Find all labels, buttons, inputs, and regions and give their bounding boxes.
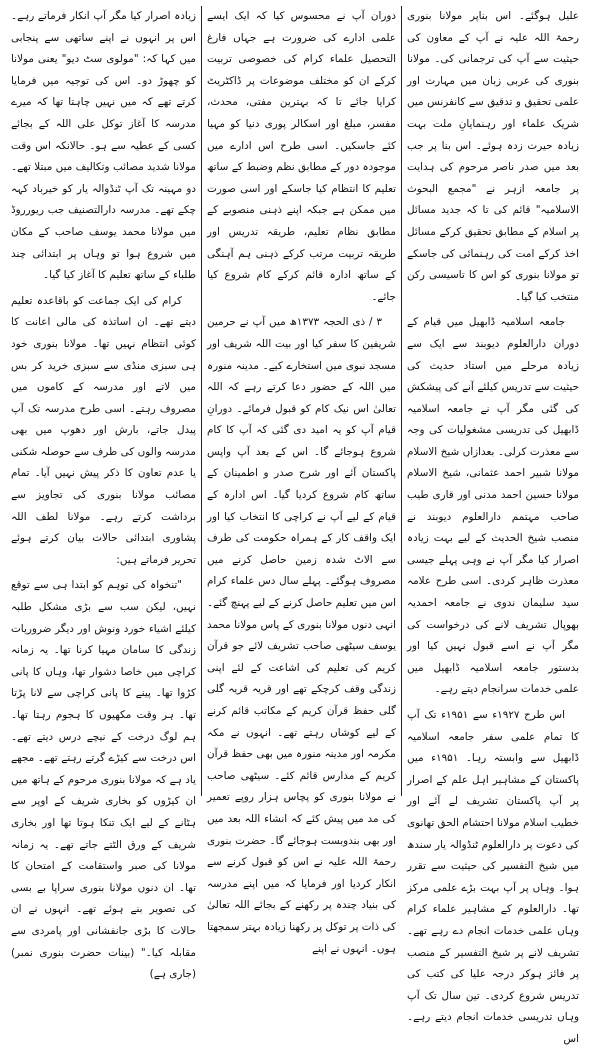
paragraph: "تنخواہ کی توہم کو ابتدا ہی سے توقع نہیں، لیکن سب سے بڑی مشکل طلبہ کیلئے اشیاء خورد ونوش اور دیگر ضروریات زندگی کا سامان مہیا کرنا تھا۔ یہ زمانہ کراچی میں خاصا دشوار تھا، وہاں کا پانی کڑوا تھا۔ پینے کا پانی کراچی سے لانا پڑتا تھا۔ ہر وقت مکھیوں کا ہجوم رہتا تھا۔ ہم لوگ درخت کے نیچے درس دیتے تھے۔ اس درخت سے کیڑے گرتے رہتے تھے۔ مجھے یاد ہے کہ مولانا بنوری مرحوم کے ہاتھ میں ان کیڑوں کو بخاری شریف کے اوپر سے ہٹانے کے لیے ایک تنکا ہوتا تھا اور بخاری شریف کے ورق الٹتے جاتے تھے۔ یہ زمانہ مولانا کی صبر واستقامت کے امتحان کا تھا۔ ان دنوں مولانا بنوری سراپا بے بسی کی تصویر بنے ہوئے تھے۔ انہوں نے ان حالات کا بڑی جانفشانی اور پامردی سے مقابلہ کیا۔" (بینات حضرت بنوری نمبر) (جاری ہے) [11,579,196,981]
paragraph: جامعہ اسلامیہ ڈابھیل میں قیام کے دوران دارالعلوم دیوبند سے ایک سے زیادہ مرحلے میں استاد حدیث کی حیثیت سے تدریس کیلئے آنے کی پیشکش کی گئی مگر آپ نے جامعہ اسلامیہ ڈابھیل کی تدریسی مشغولیات کی وجہ سے معذرت کرلی۔ بعدازاں شیخ الاسلام مولانا شبیر احمد عثمانی، شیخ الاسلام مولانا حسین احمد مدنی اور قاری طیب صاحب مہتمم دارالعلوم دیوبند نے منصب شیخ الحدیث کے لیے بہت زیادہ اصرار کیا مگر آپ نے وہی پہلے جیسی معذرت ظاہر کردی۔ اسی طرح علامہ سید سلیمان ندوی نے جامعہ احمدیہ بھوپال تشریف لانے کی درخواست کی مگر آپ نے اسے قبول نہیں کیا اور بدستور جامعہ اسلامیہ ڈابھیل میں علمی خدمات سرانجام دیتے رہے۔ [407,316,579,696]
paragraph: زیادہ اصرار کیا مگر آپ انکار فرماتے رہے۔ اس پر انہوں نے اپنے ساتھی سے پنجابی میں کہا کہ: "مولوی سٹ دیو" یعنی مولانا کو چھوڑ دو۔ اس کی توجیہ میں فرمایا کرتے تھے کہ میں نہیں چاہتا تھا کہ میرے مدرسہ کا آغاز توکل علی اللہ کے بجائے کسی کے عطیہ سے ہو۔ حالانکہ اس وقت مولانا شدید مصائب وتکالیف میں مبتلا تھے۔ دو مہینہ تک آپ ٹنڈوالہ یار کو خیرباد کہہ چکے تھے۔ مدرسہ دارالتصنیف جب ریورروڈ میں مولانا محمد یوسف صاحب کے مکان میں شروع ہوا تو وہاں پر ابتدائی چند طلباء کے ساتھ تعلیم کا آغاز کیا گیا۔ [11,10,196,282]
article-column-middle [202,6,402,955]
paragraph: کرام کی ایک جماعت کو باقاعدہ تعلیم دیتے تھے۔ ان اساتذہ کی مالی اعانت کا کوئی انتظام نہیں تھا۔ مولانا بنوری خود ہی سبزی منڈی سے سبزی خرید کر بس میں لاتے اور مدرسہ کے کاموں میں مصروف رہتے۔ اسی طرح مدرسہ تک آپ پیدل جاتے، بارش اور دھوپ میں بھی مدرسہ والوں کی طرف سے حوصلہ شکنی یا عدم تعاون کا ذکر پیش نہیں آیا۔ تمام مصائب مولانا بنوری کی تجاویز سے برداشت کرتے رہے۔ مولانا لطف اللہ پشاوری ابتدائی حالات بیان کرتے ہوئے تحریر فرماتے ہیں: [11,294,196,566]
paragraph: اس طرح ۱۹۲۷ء سے ۱۹۵۱ء تک آپ کا تمام علمی سفر جامعہ اسلامیہ ڈابھیل سے وابستہ رہا۔ ۱۹۵۱ء میں پاکستان کے مشاہیر اہل علم کے اصرار پر آپ پاکستان تشریف لے آئے اور خطیب اسلام مولانا احتشام الحق تھانوی کی دعوت پر دارالعلوم ٹنڈوالہ یار سندھ میں شیخ التفسیر کی حیثیت سے تقرر ہوا۔ وہاں پر آپ بہت بڑے علمی مرکز تھا۔ دارالعلوم کے مشاہیر علماء کرام وہاں علمی خدمات انجام دے رہے تھے۔ تشریف لانے پر شیخ التفسیر کے منصب پر فائز ہوکر درجہ علیا کی کتب کی تدریس شروع کردی۔ تین سال تک آپ وہاں تدریسی خدمات انجام دیتے رہے۔ اس [407,709,579,1045]
paragraph: ۳ / ذی الحجہ ۱۳۷۳ھ میں آپ نے حرمین شریفین کا سفر کیا اور بیت اللہ شریف اور مسجد نبوی میں استخارے کیے۔ مدینہ منورہ میں اللہ کے حضور دعا کرتے رہے کہ اللہ تعالیٰ اس نیک کام کو قبول فرمائے۔ دورانِ قیام آپ کو یہ امید دی گئی کہ آپ کا کام شروع ہوجائے گا۔ اس کے بعد آپ واپس پاکستان آئے اور شرح صدر و اطمینان کے ساتھ کام شروع کردیا گیا۔ اس ادارہ کے قیام کے لیے آپ نے کراچی کا انتخاب کیا اور ایک واقف کار کے ہمراہ حکومت کی طرف سے الاٹ شدہ زمین حاصل کرنے میں مصروف ہوگئے۔ پہلے سال دس علماء کرام اس میں تعلیم حاصل کرنے کے لیے پہنچ گئے۔ انہی دنوں مولانا بنوری کے پاس مولانا محمد یوسف سیٹھی صاحب تشریف لائے جو قرآن کریم کی تعلیم کی اشاعت کے لئے اپنی زندگی وقف کرچکے تھے اور قریہ قریہ گلی گلی حفظ قرآن کریم کے مکاتب قائم کرنے کے لیے کوشاں رہتے تھے۔ انہوں نے مکہ مکرمہ اور مدینہ منورہ میں بھی حفظ قرآن کریم کے مدارس قائم کئے۔ سیٹھی صاحب نے مولانا بنوری کو پچاس ہزار روپے تعمیر کی مد میں پیش کئے کہ انشاء اللہ بعد میں اور بھی بندوبست ہوجائے گا۔ حضرت بنوری رحمۃ اللہ علیہ نے اس کو قبول کرنے سے انکار کردیا اور فرمایا کہ میں اپنے مدرسہ کی بنیاد چندہ پر رکھنے کے بجائے اللہ تعالیٰ کی ذات پر توکل پر رکھنا زیادہ بہتر سمجھتا ہوں۔ انہوں نے اپنے [207,316,396,955]
article-column-right [402,6,584,1045]
article-column-left [6,6,202,981]
paragraph: دوران آپ نے محسوس کیا کہ ایک ایسے علمی ادارے کی ضرورت ہے جہاں فارغ التحصیل علماء کرام کی خصوصی تربیت کرکے ان کو مختلف موضوعات پر ڈاکٹریٹ کرایا جائے تا کہ بہترین مفتی، محدث، مفسر، مبلغ اور اسکالر پوری دنیا کو مہیا کئے جاسکیں۔ اسی طرح اس ادارے میں موجودہ دور کے مطابق نظم وضبط کے ساتھ تعلیم کا انتظام کیا جاسکے اور اسی صورت میں ممکن ہے جبکہ اپنے ذہنی منصوبے کے مطابق نظام تعلیم، طریقہ تدریس اور طریقہ تربیت مرتب کرکے ذہنی ہم آہنگی کے ساتھ ادارہ قائم کرکے کام شروع کیا جائے۔ [207,10,396,303]
paragraph: علیل ہوگئے۔ اس بناپر مولانا بنوری رحمۃ اللہ علیہ نے آپ کے معاون کی حیثیت سے آپ کی ترجمانی کی۔ مولانا بنوری کی عربی زبان میں مہارت اور علمی تحقیق و تدقیق سے کانفرنس میں شریک علماء اور رہنمایانِ ملت بہت زیادہ حیرت زدہ ہوئے۔ اس بنا پر جب بعد میں صدر ناصر مرحوم کی ہدایت پر جامعہ ازہر نے "مجمع البحوث الاسلامیہ" قائم کی تا کہ جدید مسائل پر اسلام کے مطابق تحقیق کرکے مسائل اخذ کرکے امت کی رہنمائی کی جاسکے تو مولانا بنوری کو اس کا تاسیسی رکن منتخب کیا گیا۔ [407,10,579,303]
